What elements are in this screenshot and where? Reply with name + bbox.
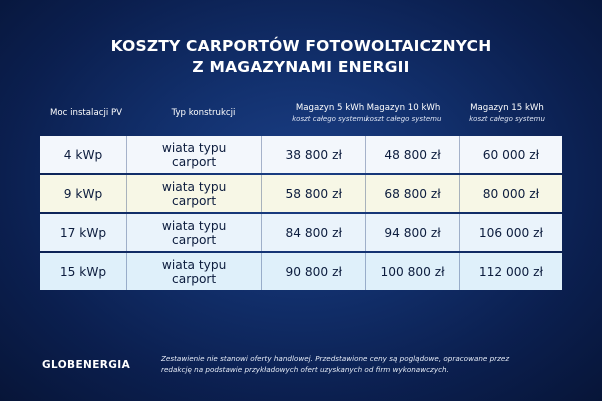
- cell-type-line-1: wiata typu: [161, 140, 227, 155]
- cost-table: [40, 136, 562, 292]
- cell-type: [127, 136, 262, 173]
- table-row: [40, 214, 562, 251]
- cell-price-10kwh: 94 800 zł: [366, 214, 460, 251]
- cell-type-line-2: carport: [172, 271, 217, 286]
- header-storage-15-sub: koszt całego systemu: [469, 115, 545, 123]
- header-storage-10-sub: koszt całego systemu: [365, 115, 442, 123]
- cell-type: [127, 214, 262, 251]
- header-storage-5-sub: koszt całego systemu: [292, 115, 368, 123]
- cell-price-10kwh: 68 800 zł: [366, 175, 460, 212]
- header-power-label: Moc instalacji PV: [49, 108, 123, 118]
- header-type-label: Typ konstrukcji: [171, 108, 236, 118]
- cell-price-15kwh: 80 000 zł: [482, 186, 540, 201]
- cell-type: [127, 253, 262, 290]
- cell-price-15kwh: 106 000 zł: [478, 225, 544, 240]
- header-storage-15: [453, 103, 561, 125]
- cell-price-10kwh: 100 800 zł: [366, 253, 460, 290]
- header-type: [132, 108, 275, 119]
- cell-price-5kwh: 90 800 zł: [262, 253, 366, 290]
- cell-power: 15 kWp: [40, 253, 127, 290]
- header-storage-5-label: Magazyn 5 kWh: [295, 103, 365, 113]
- header-storage-10-label: Magazyn 10 kWh: [366, 103, 441, 113]
- disclaimer-text: [161, 353, 581, 375]
- disclaimer-line-1: Zestawienie nie stanowi oferty handlowej. Przedstawione ceny są poglądowe, opracowane przez: [161, 354, 510, 363]
- page-title: [0, 36, 602, 78]
- table-row: [40, 175, 562, 212]
- title-line-2: Z MAGAZYNAMI ENERGII: [192, 58, 410, 76]
- cell-price-10kwh: 48 800 zł: [366, 136, 460, 173]
- cell-type: [127, 175, 262, 212]
- table-row: [40, 136, 562, 173]
- cell-power: 9 kWp: [40, 175, 127, 212]
- globenergia-logo: GLOBENERGIA: [42, 359, 131, 371]
- cell-type-line-2: carport: [172, 232, 217, 247]
- cell-price-5kwh: 38 800 zł: [262, 136, 366, 173]
- cell-power: 4 kWp: [40, 136, 127, 173]
- cell-type-line-2: carport: [172, 154, 217, 169]
- cell-type-line-1: wiata typu: [161, 218, 227, 233]
- title-line-1: KOSZTY CARPORTÓW FOTOWOLTAICZNYCH: [110, 37, 492, 55]
- cell-type-line-1: wiata typu: [161, 179, 227, 194]
- disclaimer-line-2: redakcję na podstawie przykładowych ofert uzyskanych od firm wykonawczych.: [161, 365, 449, 374]
- cell-price-15kwh: 112 000 zł: [478, 264, 544, 279]
- cell-type-line-2: carport: [172, 193, 217, 208]
- cell-price-15kwh: 60 000 zł: [482, 147, 540, 162]
- table-row: [40, 253, 562, 290]
- header-storage-10: [354, 103, 453, 125]
- header-storage-15-label: Magazyn 15 kWh: [470, 103, 544, 113]
- cell-price-5kwh: 84 800 zł: [262, 214, 366, 251]
- cell-price-5kwh: 58 800 zł: [262, 175, 366, 212]
- cell-type-line-1: wiata typu: [161, 257, 227, 272]
- cell-power: 17 kWp: [40, 214, 127, 251]
- header-power: [40, 108, 132, 119]
